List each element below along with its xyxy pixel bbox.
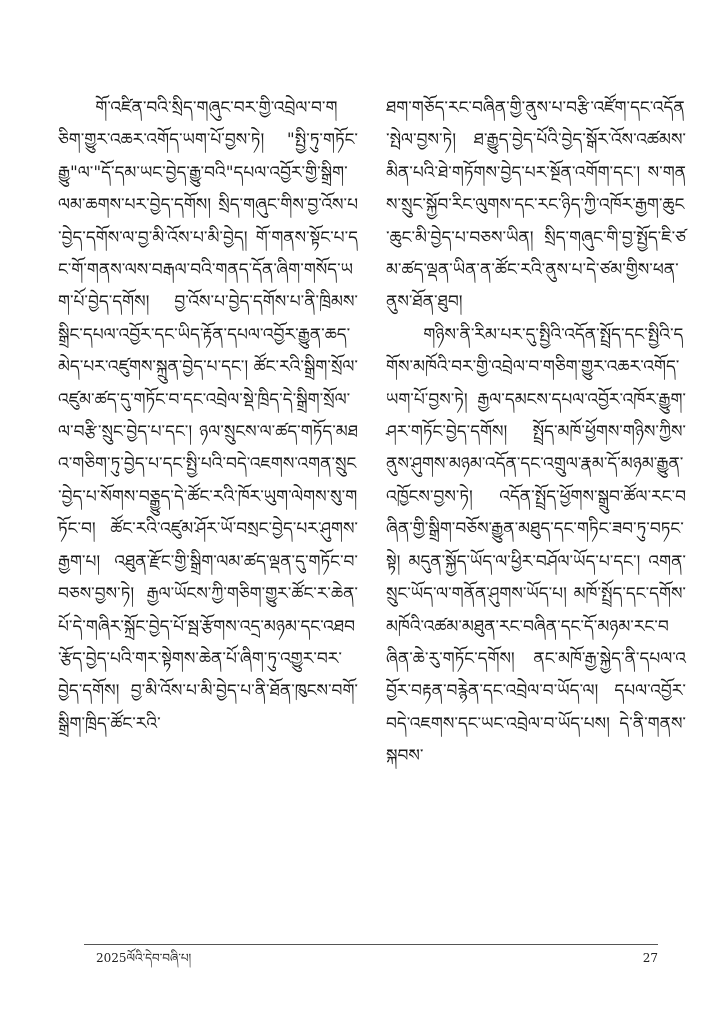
left-text-column — [58, 92, 358, 740]
body-paragraph: གཉིས་ནི་རིམ་པར་དུ་སྤྱིའི་འདོན་སྤྲོད་དང་སྤྱིའི་དགོས་མཁོའི་བར་གྱི་འབྲེལ་བ་གཅིག་གྱུར་འཆར་འགོད་ཡག་པོ་བྱས་ཏེ། རྒྱལ་དམངས་དཔལ་འབྱོར་འཁོར་རྒྱུག་ཤར་གཏོང་བྱེད་དགོས། སྤྲོད་མཁོ་ཕྱོགས་གཉིས་ཀྱིས་ནུས་ཤུགས་མཉམ་འདོན་དང་འགྲུལ་རྣམ་དོ་མཉམ་རྒྱུན་འཁྱོངས་བྱས་ཏེ། འདོན་སྤྲོད་ཕྱོགས་སྒྲུབ་ཚོལ་རང་བཞིན་གྱི་སྒྲིག་བཅོས་རྒྱུན་མཐུད་དང་གཏིང་ཟབ་ཏུ་བཏང་སྟེ། མདུན་སྐྱོད་ཡོད་ལ་ཕྱིར་བཤོལ་ཡོད་པ་དང་། འགན་སྲུང་ཡོད་ལ་གནོན་ཤུགས་ཡོད་པ། མཁོ་སྤྲོད་དང་དགོས་མཁོའི་འཚམ་མཐུན་རང་བཞིན་དང་དོ་མཉམ་རང་བཞིན་ཆེ་རུ་གཏོང་དགོས། ནང་མཁོ་རྒྱ་སྐྱེད་ནི་དཔལ་འབྱོར་བརྟན་བརྙེན་དང་འབྲེལ་བ་ཡོད་ལ། དཔལ་འབྱོར་བདེ་འཇགས་དང་ཡང་འབྲེལ་བ་ཡོད་པས། དེ་ནི་གནས་སྐབས་ — [386, 324, 686, 767]
page-number: 27 — [642, 951, 658, 965]
body-paragraph: ཐག་གཅོད་རང་བཞིན་གྱི་ནུས་པ་བརྩི་འཛོག་དང་འདོན་སྤེལ་བྱས་ཏེ། ཐ་རྒྱུད་བྱེད་པོའི་བྱེད་སྒོར་འོས་འཚམས་མིན་པའི་ཐེ་གཏོགས་བྱེད་པར་སྔོན་འགོག་དང་། ས་གནས་སྲུང་སྐྱོབ་རིང་ལུགས་དང་རང་ཉིད་ཀྱི་འཁོར་རྒྱག་ཆུང་ཆུང་མི་བྱེད་པ་བཅས་ཡིན། སྲིད་གཞུང་གི་བྱ་སྤྱོད་ཇི་ཙམ་ཚད་ལྡན་ཡིན་ན་ཚོང་རའི་ནུས་པ་དེ་ཙམ་གྱིས་ཕན་ནུས་ཐོན་ཐུབ། — [386, 98, 686, 313]
right-text-column — [386, 92, 686, 773]
body-paragraph: གོ་འཛིན་བའི་སྲིད་གཞུང་བར་གྱི་འབྲེལ་བ་གཅིག་གྱུར་འཆར་འགོད་ཡག་པོ་བྱས་ཏེ། "སྤྱི་ཏུ་གཏོང་རྒྱུ"ལ་"དོ་དམ་ཡང་བྱེད་རྒྱུ་བའི"དཔལ་འབྱོར་གྱི་སྒྲིག་ལམ་ཆགས་པར་བྱེད་དགོས། སྲིད་གཞུང་གིས་བྱ་འོས་པ་བྱེད་དགོས་ལ་བྱ་མི་འོས་པ་མི་བྱེད། གོ་གནས་སྟོང་པ་དང་གོ་གནས་ལས་བརྒལ་བའི་གནད་དོན་ཞིག་གསོད་ཡག་པོ་བྱེད་དགོས། བྱ་འོས་པ་བྱེད་དགོས་པ་ནི་ཁྲིམས་སྒྲིང་དཔལ་འབྱོར་དང་ཡིད་རྟོན་དཔལ་འབྱོར་རྒྱུན་ཆད་མེད་པར་འཛུགས་སྐྲུན་བྱེད་པ་དང་། ཚོང་རའི་སྒྲིག་སྲོལ་འཛུམ་ཚད་དུ་གཏོང་བ་དང་འབྲེལ་སྡེ་ཁྲིད་དེ་སྒྲིག་སྲོལ་ལ་བརྩི་སྲུང་བྱེད་པ་དང་། ཉལ་སྲུངས་ལ་ཚད་གཏོད་མཐའ་གཅིག་ཏུ་བྱེད་པ་དང་སྤྱི་པའི་བདེ་འཇགས་འགན་སྲུང་བྱེད་པ་སོགས་བཅྒྱུད་དེ་ཚོང་རའི་ཁོར་ཡུག་ལེགས་སུ་གཏོང་བ། ཚོང་རའི་འཛུམ་ཤོར་ཡོ་བསྲང་བྱེད་པར་ཤུགས་རྒྱག་པ། འཐུན་རྫོང་གྱི་སྒྲིག་ལམ་ཚད་ལྡན་དུ་གཏོང་བ་བཅས་བྱས་ཏེ། རྒྱལ་ཡོངས་ཀྱི་གཅིག་གྱུར་ཚོང་ར་ཆེན་པོ་དེ་གཞིར་སྐྲོང་བྱེད་པོ་སྦ་རྩོགས་འདྲ་མཉམ་དང་འཐབ་རྩོད་བྱེད་པའི་གར་སྟེགས་ཆེན་པོ་ཞིག་ཏུ་འགྱུར་བར་བྱེད་དགོས། བྱ་མི་འོས་པ་མི་བྱེད་པ་ནི་ཐོན་ཁུངས་བགོ་སྒྲིག་ཁྲིད་ཚོང་རའི་ — [58, 98, 358, 734]
footer-issue-label: 2025ལོའི་དེབ་བཞི་པ། — [96, 951, 192, 965]
footer-divider — [84, 944, 658, 945]
